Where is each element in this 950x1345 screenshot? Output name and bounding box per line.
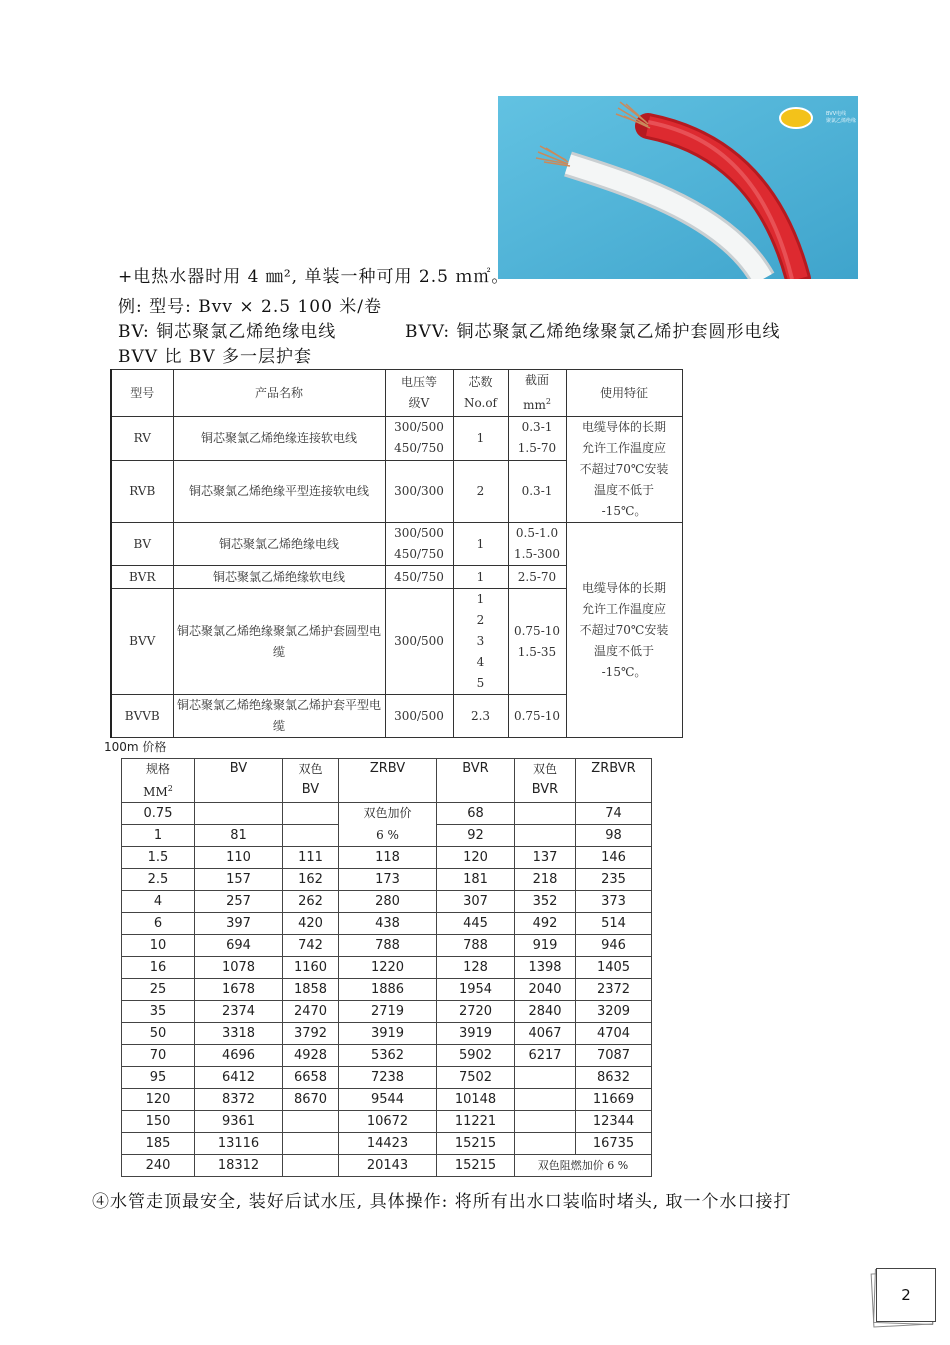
cell-spec: 1 bbox=[122, 825, 195, 847]
table-header-row bbox=[111, 370, 682, 417]
cell-spec: 70 bbox=[122, 1045, 195, 1067]
feature-b-line: 温度不低于 bbox=[593, 643, 654, 658]
cell-section-1: 0.5-1.0 bbox=[515, 526, 559, 540]
cell-section bbox=[508, 417, 566, 461]
header-spec-sup: 2 bbox=[167, 784, 173, 793]
cell-zrbv: 1886 bbox=[339, 979, 437, 1001]
cell-dual-bvr: 2840 bbox=[515, 1001, 576, 1023]
note-dual-price-l2: 6 % bbox=[339, 825, 437, 847]
cell-dual-bvr: 2040 bbox=[515, 979, 576, 1001]
cell-dual-bv: 6658 bbox=[283, 1067, 339, 1089]
table-row bbox=[122, 979, 652, 1001]
cell-bvr: 3919 bbox=[437, 1023, 515, 1045]
header-dual-bvr bbox=[515, 759, 576, 803]
cell-bvr: 120 bbox=[437, 847, 515, 869]
cell-dual-bv: 2470 bbox=[283, 1001, 339, 1023]
body-line-water-pipe: ④水管走顶最安全, 装好后试水压, 具体操作: 将所有出水口装临时堵头, 取一个水口接打 bbox=[92, 1192, 792, 1212]
cell-bvr: 307 bbox=[437, 891, 515, 913]
cell-voltage bbox=[385, 417, 453, 461]
cell-dual-bvr bbox=[515, 1111, 576, 1133]
cell-dual-bvr: 352 bbox=[515, 891, 576, 913]
feature-a-line: 温度不低于 bbox=[593, 483, 654, 497]
body-line-bv-def: BV: 铜芯聚氯乙烯绝缘电线 bbox=[118, 322, 337, 342]
cell-dual-bv bbox=[283, 1155, 339, 1177]
cell-spec: 50 bbox=[122, 1023, 195, 1045]
cell-bv: 13116 bbox=[195, 1133, 283, 1155]
header-cores-l2: No.of bbox=[464, 396, 497, 410]
cell-cores: 2.3 bbox=[453, 695, 508, 738]
cell-spec: 1.5 bbox=[122, 847, 195, 869]
cell-bv: 1078 bbox=[195, 957, 283, 979]
cell-section: 2.5-70 bbox=[508, 566, 566, 589]
cell-bv: 6412 bbox=[195, 1067, 283, 1089]
cell-bv: 110 bbox=[195, 847, 283, 869]
table-row bbox=[111, 523, 682, 566]
body-line-bvv-def: BVV: 铜芯聚氯乙烯绝缘聚氯乙烯护套圆形电线 bbox=[405, 322, 781, 342]
cell-dual-bv bbox=[283, 1133, 339, 1155]
cell-section-2: 1.5-300 bbox=[513, 547, 561, 561]
cell-dual-bvr: 919 bbox=[515, 935, 576, 957]
table-row bbox=[122, 1001, 652, 1023]
cell-zrbv: 10672 bbox=[339, 1111, 437, 1133]
cell-model: BVVB bbox=[111, 695, 173, 738]
cell-spec: 35 bbox=[122, 1001, 195, 1023]
table-row bbox=[122, 1133, 652, 1155]
cell-dual-bv: 3792 bbox=[283, 1023, 339, 1045]
cell-dual-bvr bbox=[515, 1133, 576, 1155]
table-row bbox=[122, 847, 652, 869]
cell-dual-bvr: 1398 bbox=[515, 957, 576, 979]
cell-voltage: 300/500 bbox=[385, 589, 453, 695]
cell-core-2: 2 bbox=[476, 613, 485, 627]
cell-zrbv: 438 bbox=[339, 913, 437, 935]
cell-voltage: 300/300 bbox=[385, 460, 453, 522]
cell-zrbv: 118 bbox=[339, 847, 437, 869]
cell-bv: 157 bbox=[195, 869, 283, 891]
cell-bvr: 2720 bbox=[437, 1001, 515, 1023]
cell-section-1: 0.3-1 bbox=[521, 420, 553, 435]
cell-section: 0.3-1 bbox=[508, 460, 566, 522]
header-zrbv: ZRBV bbox=[339, 759, 437, 803]
header-dual-bv-l1: 双色 bbox=[298, 762, 323, 776]
header-voltage-l1: 电压等 bbox=[400, 375, 437, 389]
cell-bvr: 68 bbox=[437, 803, 515, 825]
cell-section-1: 0.75-10 bbox=[513, 623, 561, 638]
cell-spec: 120 bbox=[122, 1089, 195, 1111]
header-section bbox=[508, 370, 566, 417]
cell-spec: 150 bbox=[122, 1111, 195, 1133]
photo-legend-line2: 聚氯乙烯绝缘 bbox=[826, 118, 857, 124]
cell-bv: 1678 bbox=[195, 979, 283, 1001]
header-section-l2: mm bbox=[523, 398, 546, 412]
cell-zrbv: 20143 bbox=[339, 1155, 437, 1177]
table-row bbox=[122, 935, 652, 957]
header-cores bbox=[453, 370, 508, 417]
header-spec-l2: MM bbox=[143, 785, 168, 799]
cell-zrbv: 2719 bbox=[339, 1001, 437, 1023]
cell-zrbvr: 3209 bbox=[576, 1001, 652, 1023]
cell-voltage: 450/750 bbox=[385, 566, 453, 589]
cell-dual-bv bbox=[283, 1111, 339, 1133]
photo-legend-line1: BVV电线 bbox=[826, 111, 847, 117]
cell-model: RVB bbox=[111, 460, 173, 522]
cell-voltage-1: 300/500 bbox=[394, 526, 444, 540]
cell-zrbvr: 74 bbox=[576, 803, 652, 825]
cell-dual-bvr bbox=[515, 825, 576, 847]
cell-zrbvr: 7087 bbox=[576, 1045, 652, 1067]
cell-bvr: 445 bbox=[437, 913, 515, 935]
note-flame-retardant: 双色阻燃加价 6 % bbox=[515, 1155, 652, 1177]
cell-dual-bvr: 137 bbox=[515, 847, 576, 869]
cell-bvr: 15215 bbox=[437, 1133, 515, 1155]
cell-zrbvr: 2372 bbox=[576, 979, 652, 1001]
table-row bbox=[122, 825, 652, 847]
cell-zrbvr: 12344 bbox=[576, 1111, 652, 1133]
table-row bbox=[122, 1111, 652, 1133]
cell-bv: 4696 bbox=[195, 1045, 283, 1067]
table-row bbox=[122, 869, 652, 891]
header-zrbvr: ZRBVR bbox=[576, 759, 652, 803]
cell-bv: 81 bbox=[195, 825, 283, 847]
cell-zrbv: 1220 bbox=[339, 957, 437, 979]
cell-bv: 3318 bbox=[195, 1023, 283, 1045]
cell-name: 铜芯聚氯乙烯绝缘平型连接软电线 bbox=[173, 460, 385, 522]
cell-dual-bv: 262 bbox=[283, 891, 339, 913]
cell-cores: 2 bbox=[453, 460, 508, 522]
header-bv: BV bbox=[195, 759, 283, 803]
feature-a-line: -15℃。 bbox=[601, 504, 647, 518]
header-dual-bv bbox=[283, 759, 339, 803]
cell-voltage bbox=[385, 523, 453, 566]
wire-illustration bbox=[498, 96, 858, 279]
cell-cores: 1 bbox=[453, 417, 508, 461]
cell-dual-bv: 1160 bbox=[283, 957, 339, 979]
header-spec bbox=[122, 759, 195, 803]
cell-bv: 8372 bbox=[195, 1089, 283, 1111]
cell-core-4: 4 bbox=[476, 655, 485, 669]
cell-bvr: 788 bbox=[437, 935, 515, 957]
cell-bv: 397 bbox=[195, 913, 283, 935]
cell-section-2: 1.5-35 bbox=[517, 644, 557, 659]
note-dual-price-l1: 双色加价 bbox=[339, 803, 437, 825]
body-line-heater: +电热水器时用 4 ㎜², 单装一种可用 2.5 ｍ㎡。 bbox=[118, 267, 510, 287]
cell-cores: 1 bbox=[453, 523, 508, 566]
table-row bbox=[122, 1045, 652, 1067]
table-row bbox=[122, 891, 652, 913]
header-dual-bv-l2: BV bbox=[301, 782, 320, 797]
header-cores-l1: 芯数 bbox=[468, 375, 493, 389]
cell-bvr: 15215 bbox=[437, 1155, 515, 1177]
cell-feature-b bbox=[566, 523, 682, 738]
feature-b-line: 允许工作温度应 bbox=[581, 601, 666, 616]
table-row bbox=[122, 1089, 652, 1111]
cell-section bbox=[508, 589, 566, 695]
cell-feature-a bbox=[566, 417, 682, 523]
cell-bv: 18312 bbox=[195, 1155, 283, 1177]
cell-zrbv: 9544 bbox=[339, 1089, 437, 1111]
header-dual-bvr-l1: 双色 bbox=[532, 762, 557, 776]
cell-model: BVR bbox=[111, 566, 173, 589]
header-model: 型号 bbox=[111, 370, 173, 417]
cell-name: 铜芯聚氯乙烯绝缘电线 bbox=[173, 523, 385, 566]
body-line-example: 例: 型号: Bvv × 2.5 100 米/卷 bbox=[118, 297, 383, 317]
cell-voltage: 300/500 bbox=[385, 695, 453, 738]
header-spec-l1: 规格 bbox=[145, 762, 170, 776]
cell-zrbvr: 1405 bbox=[576, 957, 652, 979]
cell-dual-bvr bbox=[515, 1089, 576, 1111]
cell-dual-bv bbox=[283, 825, 339, 847]
cell-zrbv: 3919 bbox=[339, 1023, 437, 1045]
price-table-body bbox=[122, 847, 652, 1155]
cell-zrbvr: 8632 bbox=[576, 1067, 652, 1089]
feature-a-line: 电缆导体的长期 bbox=[581, 420, 666, 434]
cell-section-2: 1.5-70 bbox=[517, 441, 557, 456]
cell-model: RV bbox=[111, 417, 173, 461]
table-row bbox=[122, 1067, 652, 1089]
cell-dual-bvr: 6217 bbox=[515, 1045, 576, 1067]
feature-a-line: 允许工作温度应 bbox=[581, 441, 666, 455]
feature-b-line: 电缆导体的长期 bbox=[581, 580, 666, 595]
body-line-bvv-compare: BVV 比 BV 多一层护套 bbox=[118, 347, 313, 367]
cell-zrbvr: 514 bbox=[576, 913, 652, 935]
cell-zrbvr: 98 bbox=[576, 825, 652, 847]
price-label: 100m 价格 bbox=[104, 740, 167, 754]
cell-zrbvr: 16735 bbox=[576, 1133, 652, 1155]
cell-spec: 2.5 bbox=[122, 869, 195, 891]
cell-name: 铜芯聚氯乙烯绝缘连接软电线 bbox=[173, 417, 385, 461]
cell-dual-bv bbox=[283, 803, 339, 825]
cell-zrbv: 14423 bbox=[339, 1133, 437, 1155]
table-row bbox=[111, 417, 682, 461]
cell-bvr: 7502 bbox=[437, 1067, 515, 1089]
cell-section bbox=[508, 523, 566, 566]
cell-spec: 0.75 bbox=[122, 803, 195, 825]
cell-spec: 16 bbox=[122, 957, 195, 979]
cell-dual-bv: 162 bbox=[283, 869, 339, 891]
cell-dual-bv: 111 bbox=[283, 847, 339, 869]
cell-zrbvr: 11669 bbox=[576, 1089, 652, 1111]
cell-zrbvr: 235 bbox=[576, 869, 652, 891]
cell-dual-bvr: 4067 bbox=[515, 1023, 576, 1045]
cell-voltage-1: 300/500 bbox=[394, 420, 444, 435]
cell-bvr: 1954 bbox=[437, 979, 515, 1001]
table-header-row bbox=[122, 759, 652, 803]
header-voltage bbox=[385, 370, 453, 417]
cell-spec: 10 bbox=[122, 935, 195, 957]
cell-name: 铜芯聚氯乙烯绝缘聚氯乙烯护套平型电缆 bbox=[173, 695, 385, 738]
cell-bv: 9361 bbox=[195, 1111, 283, 1133]
cell-zrbv: 173 bbox=[339, 869, 437, 891]
cell-zrbv: 7238 bbox=[339, 1067, 437, 1089]
cell-zrbvr: 946 bbox=[576, 935, 652, 957]
table-row bbox=[122, 913, 652, 935]
cell-bv: 2374 bbox=[195, 1001, 283, 1023]
cell-name: 铜芯聚氯乙烯绝缘软电线 bbox=[173, 566, 385, 589]
header-name: 产品名称 bbox=[173, 370, 385, 417]
header-feature: 使用特征 bbox=[566, 370, 682, 417]
cell-bv: 257 bbox=[195, 891, 283, 913]
cell-dual-bv: 1858 bbox=[283, 979, 339, 1001]
cell-dual-bvr: 218 bbox=[515, 869, 576, 891]
cell-bvr: 5902 bbox=[437, 1045, 515, 1067]
cell-zrbvr: 373 bbox=[576, 891, 652, 913]
table-row bbox=[122, 957, 652, 979]
cell-voltage-2: 450/750 bbox=[394, 547, 444, 561]
table-row bbox=[122, 803, 652, 825]
feature-a-line: 不超过70℃安装 bbox=[579, 462, 669, 476]
cell-bvr: 128 bbox=[437, 957, 515, 979]
header-dual-bvr-l2: BVR bbox=[531, 782, 559, 797]
cell-dual-bv: 8670 bbox=[283, 1089, 339, 1111]
cell-spec: 4 bbox=[122, 891, 195, 913]
cell-name: 铜芯聚氯乙烯绝缘聚氯乙烯护套圆型电缆 bbox=[173, 589, 385, 695]
cell-dual-bv: 420 bbox=[283, 913, 339, 935]
feature-b-line: 不超过70℃安装 bbox=[579, 622, 669, 637]
header-section-l1: 截面 bbox=[524, 373, 549, 387]
header-section-sup: 2 bbox=[545, 397, 551, 406]
cell-zrbvr: 4704 bbox=[576, 1023, 652, 1045]
cell-core-5: 5 bbox=[476, 676, 485, 690]
cell-dual-bvr bbox=[515, 1067, 576, 1089]
cell-cores: 1 bbox=[453, 566, 508, 589]
cell-dual-bvr bbox=[515, 803, 576, 825]
cell-zrbv: 788 bbox=[339, 935, 437, 957]
product-photo bbox=[498, 96, 858, 279]
cell-bv bbox=[195, 803, 283, 825]
table-row bbox=[122, 1155, 652, 1177]
cell-voltage-2: 450/750 bbox=[394, 441, 444, 456]
price-table bbox=[121, 758, 652, 1177]
cell-core-3: 3 bbox=[476, 634, 485, 648]
cell-zrbvr: 146 bbox=[576, 847, 652, 869]
cell-dual-bv: 742 bbox=[283, 935, 339, 957]
cell-bvr: 11221 bbox=[437, 1111, 515, 1133]
page-number: 2 bbox=[901, 1286, 911, 1304]
header-bvr: BVR bbox=[437, 759, 515, 803]
cell-bvr: 10148 bbox=[437, 1089, 515, 1111]
cell-zrbv: 5362 bbox=[339, 1045, 437, 1067]
cell-dual-bv: 4928 bbox=[283, 1045, 339, 1067]
cell-cores bbox=[453, 589, 508, 695]
cell-core-1: 1 bbox=[476, 592, 485, 606]
cell-bv: 694 bbox=[195, 935, 283, 957]
cell-bvr: 181 bbox=[437, 869, 515, 891]
table-row bbox=[122, 1023, 652, 1045]
cell-spec: 6 bbox=[122, 913, 195, 935]
feature-b-line: -15℃。 bbox=[601, 664, 647, 679]
cell-section: 0.75-10 bbox=[508, 695, 566, 738]
header-voltage-l2: 级V bbox=[408, 396, 430, 410]
cell-spec: 185 bbox=[122, 1133, 195, 1155]
page-number-box bbox=[876, 1268, 936, 1322]
cable-type-table bbox=[110, 369, 683, 738]
cell-spec: 95 bbox=[122, 1067, 195, 1089]
cell-model: BV bbox=[111, 523, 173, 566]
cell-dual-bvr: 492 bbox=[515, 913, 576, 935]
cell-bvr: 92 bbox=[437, 825, 515, 847]
cell-model: BVV bbox=[111, 589, 173, 695]
cell-zrbv: 280 bbox=[339, 891, 437, 913]
cell-spec: 240 bbox=[122, 1155, 195, 1177]
cell-spec: 25 bbox=[122, 979, 195, 1001]
